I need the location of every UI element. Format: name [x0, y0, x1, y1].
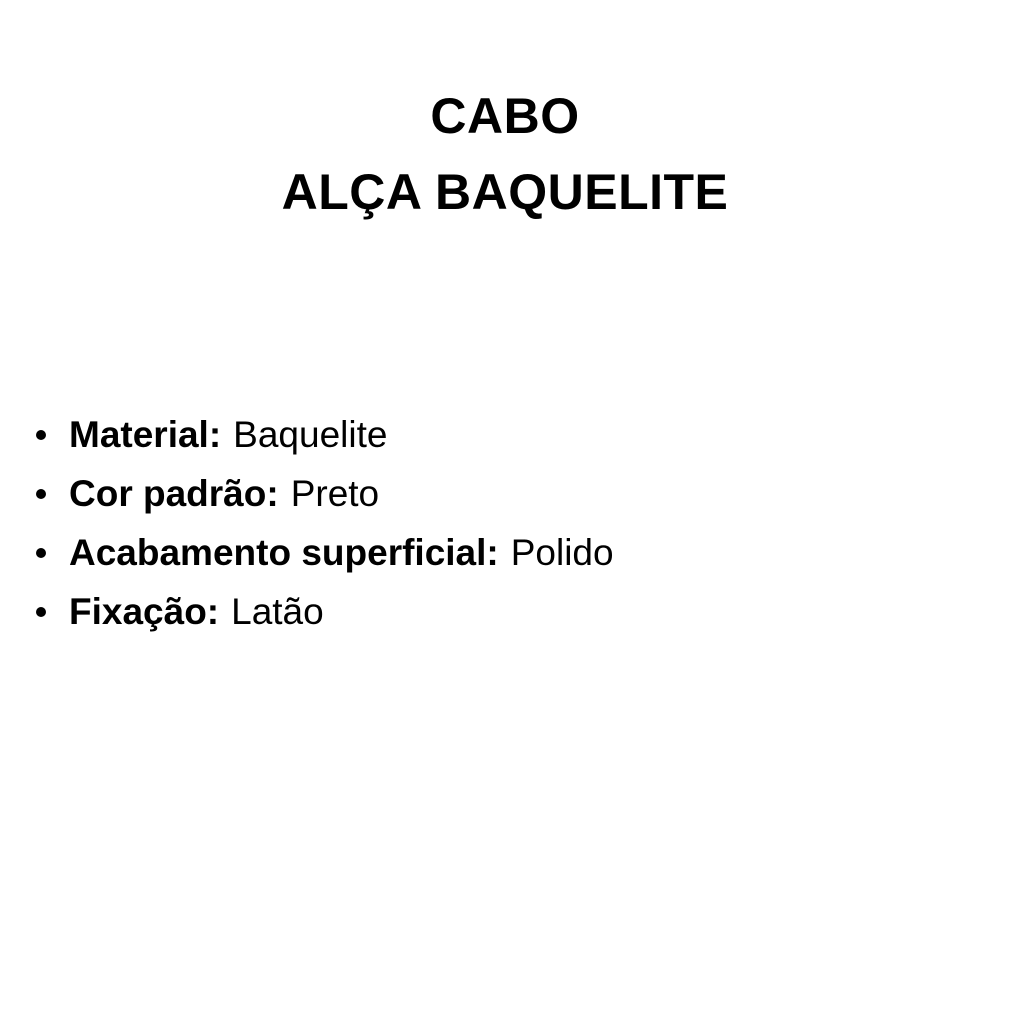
spec-item-finish: [36, 523, 614, 582]
bullet-icon: [36, 548, 46, 558]
spec-item-color: [36, 464, 614, 523]
bullet-icon: [36, 430, 46, 440]
spec-value: Latão: [231, 591, 324, 632]
bullet-icon: [36, 489, 46, 499]
spec-label: Fixação:: [69, 591, 220, 632]
title-line-2: ALÇA BAQUELITE: [281, 164, 729, 220]
bullet-icon: [36, 607, 46, 617]
product-title: [0, 78, 1010, 230]
spec-label: Acabamento superficial:: [69, 532, 499, 573]
spec-value: Preto: [290, 473, 380, 514]
spec-label: Cor padrão:: [69, 473, 279, 514]
spec-value: Polido: [510, 532, 614, 573]
spec-item-material: [36, 405, 614, 464]
spec-label: Material:: [69, 414, 222, 455]
specifications-list: [36, 405, 614, 641]
title-line-1: CABO: [430, 88, 580, 144]
spec-item-fixation: [36, 582, 614, 641]
spec-value: Baquelite: [233, 414, 388, 455]
